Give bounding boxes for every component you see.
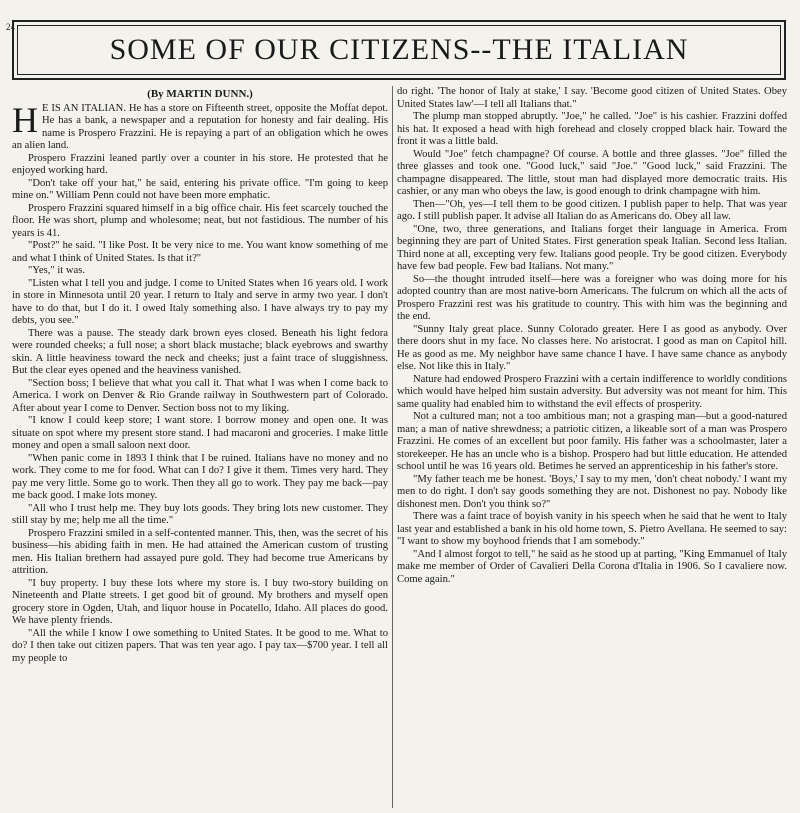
headline-box [12,20,786,80]
article-paragraph: There was a faint trace of boyish vanity in his speech when he said that he went to Italy last year and established a bank in his old home town, S. Pietro Avellana. He seemed to say: "I want to show my boyhood friends that I am somebody." [397,511,787,547]
article-paragraph: "One, two, three generations, and Italians forget their language in America. From beginning they are part of United States. First generation speak Italian. Second less Italian. Third none at all, excepting very few. Italians good people. Try be good citizen. Everybody have few bad people. Few bad Italians. Not many." [397,223,787,272]
article-paragraph: Then—"Oh, yes—I tell them to be good citizen. I publish paper to help. That was year ago. I still publish paper. It advise all Italian do as Americans do. Obey all law. [397,198,787,222]
article-paragraph: So—the thought intruded itself—here was a foreigner who was doing more for his adopted country than are most native-born Americans. The fulcrum on which all the acts of Prospero Frazzini rest was his gratitude to country. This with him was the beginning and the end. [397,273,787,322]
byline: (By MARTIN DUNN.) [147,88,253,100]
article-paragraph: There was a pause. The steady dark brown eyes closed. Beneath his light fedora were rounded cheeks; a full nose; a short black mustache; black eyebrows and swarthy skin. A little heaviness toward the neck and cheeks; just a faint trace of sluggishness. But the clear eyes opened and the heaviness vanished. [12,327,388,376]
article-paragraph: "Don't take off your hat," he said, entering his private office. "I'm going to keep mine on." William Penn could not have been more emphatic. [12,177,388,201]
article-paragraph: Prospero Frazzini squared himself in a big office chair. His feet scarcely touched the floor. He was short, plump and wholesome; neat, but not fastidious. The number of his years is 41. [12,202,388,239]
article-paragraph: "When panic come in 1893 I think that I be ruined. Italians have no money and no work. They come to me for food. What can I do? I give it them. Times very hard. They pay me very little. Some go to work. Then they all go to work. They pay me back—pay me back good. I make lots money. [12,452,388,501]
page-folio: 24 [6,22,15,32]
article-paragraph: "Post?" he said. "I like Post. It be very nice to me. You want know something of me and what I think of United States. Is that it?" [12,240,388,264]
article-paragraph: "My father teach me be honest. 'Boys,' I say to my men, 'don't cheat nobody.' I want my men to do right. I don't say goods something they are not. Dishonest no pay. Nobody like dishonest men. Don't you think so?" [397,473,787,510]
article-paragraph: The plump man stopped abruptly. "Joe," he called. "Joe" is his cashier. Frazzini doffed his hat. It exposed a head with high forehead and closely cropped black hair. Toward the front it was a little bald. [397,111,787,147]
article-paragraph: "Yes," it was. [28,265,86,276]
article-paragraph: "All the while I know I owe something to United States. It be good to me. What to do? I then take out citizen papers. That was ten year ago. I pay tax—$700 year. I tell all my people to [12,627,388,664]
article-column-right [397,86,787,808]
article-paragraph: "And I almost forgot to tell," he said as he stood up at parting, "King Emmanuel of Italy make me member of Order of Cavalieri Della Corona d'Italia in 1906. So I cavaliere now. Come again." [397,548,787,585]
article-paragraph: Prospero Frazzini leaned partly over a counter in his store. He protested that he enjoyed working hard. [12,152,388,176]
article-paragraph: Nature had endowed Prospero Frazzini with a certain indifference to worldly conditions which would have helped him sustain adversity. But adversity was not meant for him. This same quality had enabled him to withstand the evil effects of prosperity. [397,373,787,410]
article-paragraph: "All who I trust help me. They buy lots goods. They bring lots new customer. They still stay by me; help me all the time." [12,502,388,526]
article-paragraph: Would "Joe" fetch champagne? Of course. A bottle and three glasses. "Joe" filled the three glasses and took one. "Good luck," said "Joe." "Good luck," said Frazzini. The champagne disappeared. The little, stout man had displayed more democratic traits. His cashier, or any man who obeys the law, is good enough to drink champagne with him. [397,148,787,197]
headline: SOME OF OUR CITIZENS--THE ITALIAN [109,33,689,66]
column-divider [392,86,393,808]
article-paragraph: do right. 'The honor of Italy at stake,' I say. 'Become good citizen of United States. Obey United States law'—I tell all Italians that." [397,86,787,110]
article-paragraph [12,99,388,153]
article-paragraph: "Section boss; I believe that what you call it. That what I was when I come back to America. I work on Denver & Rio Grande railway in Southwestern part of Colorado. After about year I come to Denver. Section boss not to my liking. [12,377,388,414]
article-column-left [12,86,388,808]
article-paragraph: "Sunny Italy great place. Sunny Colorado greater. Here I as good as anybody. Over there doors shut in my face. No classes here. No aristocrat. I good as man on Capitol hill. He as good as me. My neighbor have same chance I have. I have same chance as anybody else. Not like this in Italy." [397,323,787,372]
paragraph-text: E IS AN ITALIAN. He has a store on Fifteenth street, opposite the Moffat depot. He has a bank, a newspaper and a reputation for honesty and fair dealing. His name is Prospero Frazzini. He is repaying a part of an obligation which he owes an alien land. [12,102,388,151]
article-paragraph: Not a cultured man; not a too ambitious man; not a grasping man—but a good-natured man; a man of native shrewdness; a patriotic citizen, a likeable sort of a man was Prospero Frazzini. He comes of an excellent but poor family. His father was a schoolmaster, later a storekeeper. He has an uncle who is a bishop. Prospero had but little education. He attended school until he was 16 years old. Betimes he served an apprenticeship in his father's store. [397,411,787,472]
article-paragraph: "Listen what I tell you and judge. I come to United States when 16 years old. I work in store in Minnesota until 20 year. I return to Italy and serve in army two year. I don't have to do that, but I do it. I owed Italy something also. I have always try to pay my debts, you see." [12,277,388,326]
article-paragraph: Prospero Frazzini smiled in a self-contented manner. This, then, was the secret of his business—his abiding faith in men. He had attained the American custom of trusting men. His Italian brethern had assayed pure gold. They had become true Americans by attrition. [12,527,388,576]
drop-cap: H [12,99,38,140]
article-paragraph: "I know I could keep store; I want store. I borrow money and open one. It was situate on spot where my present store stand. I had macaroni and groceries. I make little money and open a small saloon next door. [12,415,388,451]
article-paragraph: "I buy property. I buy these lots where my store is. I buy two-story building on Nineteenth and Platte streets. I get good bit of ground. My brothers and myself open grocery store in Ogden, Utah, and liquor house in Pocatello, Idaho. All places do good. We have plenty friends. [12,577,388,626]
